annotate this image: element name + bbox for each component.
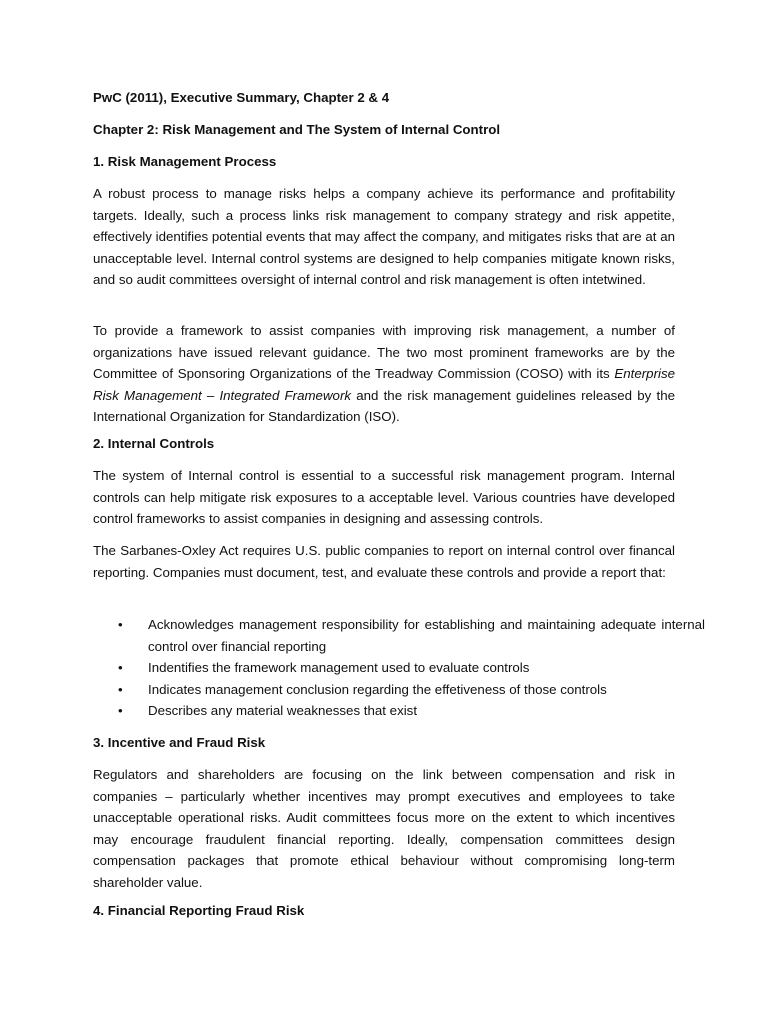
framework-title: Enterprise Risk Management – Integrated Framework (93, 366, 675, 403)
list-item-text: Describes any material weaknesses that exist (148, 703, 418, 718)
list-item (118, 700, 705, 722)
document-title: PwC (2011), Executive Summary, Chapter 2 & 4 (93, 90, 390, 105)
bullet-icon: • (118, 617, 123, 632)
section-heading-risk-management-process: 1. Risk Management Process (93, 154, 277, 169)
list-item (118, 679, 705, 701)
section-heading-financial-reporting-fraud-risk: 4. Financial Reporting Fraud Risk (93, 903, 305, 918)
section-heading-internal-controls: 2. Internal Controls (93, 436, 215, 451)
list-item-text: Indicates management conclusion regarding the effetiveness of those controls (148, 681, 607, 697)
bullet-list (93, 614, 705, 722)
bullet-icon: • (118, 660, 123, 675)
section-heading-incentive-fraud-risk: 3. Incentive and Fraud Risk (93, 735, 266, 750)
list-item-text: Indentifies the framework management used to evaluate controls (148, 660, 530, 675)
list-item (118, 614, 705, 657)
paragraph: Regulators and shareholders are focusing on the link between compensation and risk in companies – particularly whether incentives may prompt executives and employees to take unacceptable operational risks. Audit committees focus more on the extent to which incentives may encourage fraudulent financial reporting. Ideally, compensation committees design compensation packages that promote ethical behaviour without compromising long-term shareholder value. (93, 767, 675, 890)
text: and the risk management guidelines released by the International Organization for Standardization (ISO). (93, 387, 675, 424)
text: To provide a framework to assist companies with improving risk management, a number of organizations have issued relevant guidance. The two most prominent frameworks are by the Committee of Sponsoring Organizations of the Treadway Commission (COSO) with its (93, 323, 675, 381)
paragraph: A robust process to manage risks helps a company achieve its performance and profitability targets. Ideally, such a process links risk management to company strategy and risk appetite, effectively identifies potential events that may affect the company, and mitigates risks that are at an unacceptable level. Internal control systems are designed to help companies mitigate known risks, and so audit committees oversight of internal control and risk management is often intetwined. (93, 186, 675, 287)
bullet-icon: • (118, 681, 123, 697)
paragraph: The system of Internal control is essential to a successful risk management program. Internal controls can help mitigate risk exposures to a acceptable level. Various countries have developed control frameworks to assist companies in designing and assessing controls. (93, 468, 675, 526)
list-item (118, 657, 705, 679)
paragraph (93, 320, 675, 428)
paragraph: The Sarbanes-Oxley Act requires U.S. public companies to report on internal control over financal reporting. Companies must document, test, and evaluate these controls and provide a report that: (93, 543, 675, 580)
list-item-text: Acknowledges management responsibility for establishing and maintaining adequate internal control over financial reporting (148, 617, 705, 654)
bullet-icon: • (118, 703, 123, 718)
chapter-heading: Chapter 2: Risk Management and The System of Internal Control (93, 122, 501, 137)
